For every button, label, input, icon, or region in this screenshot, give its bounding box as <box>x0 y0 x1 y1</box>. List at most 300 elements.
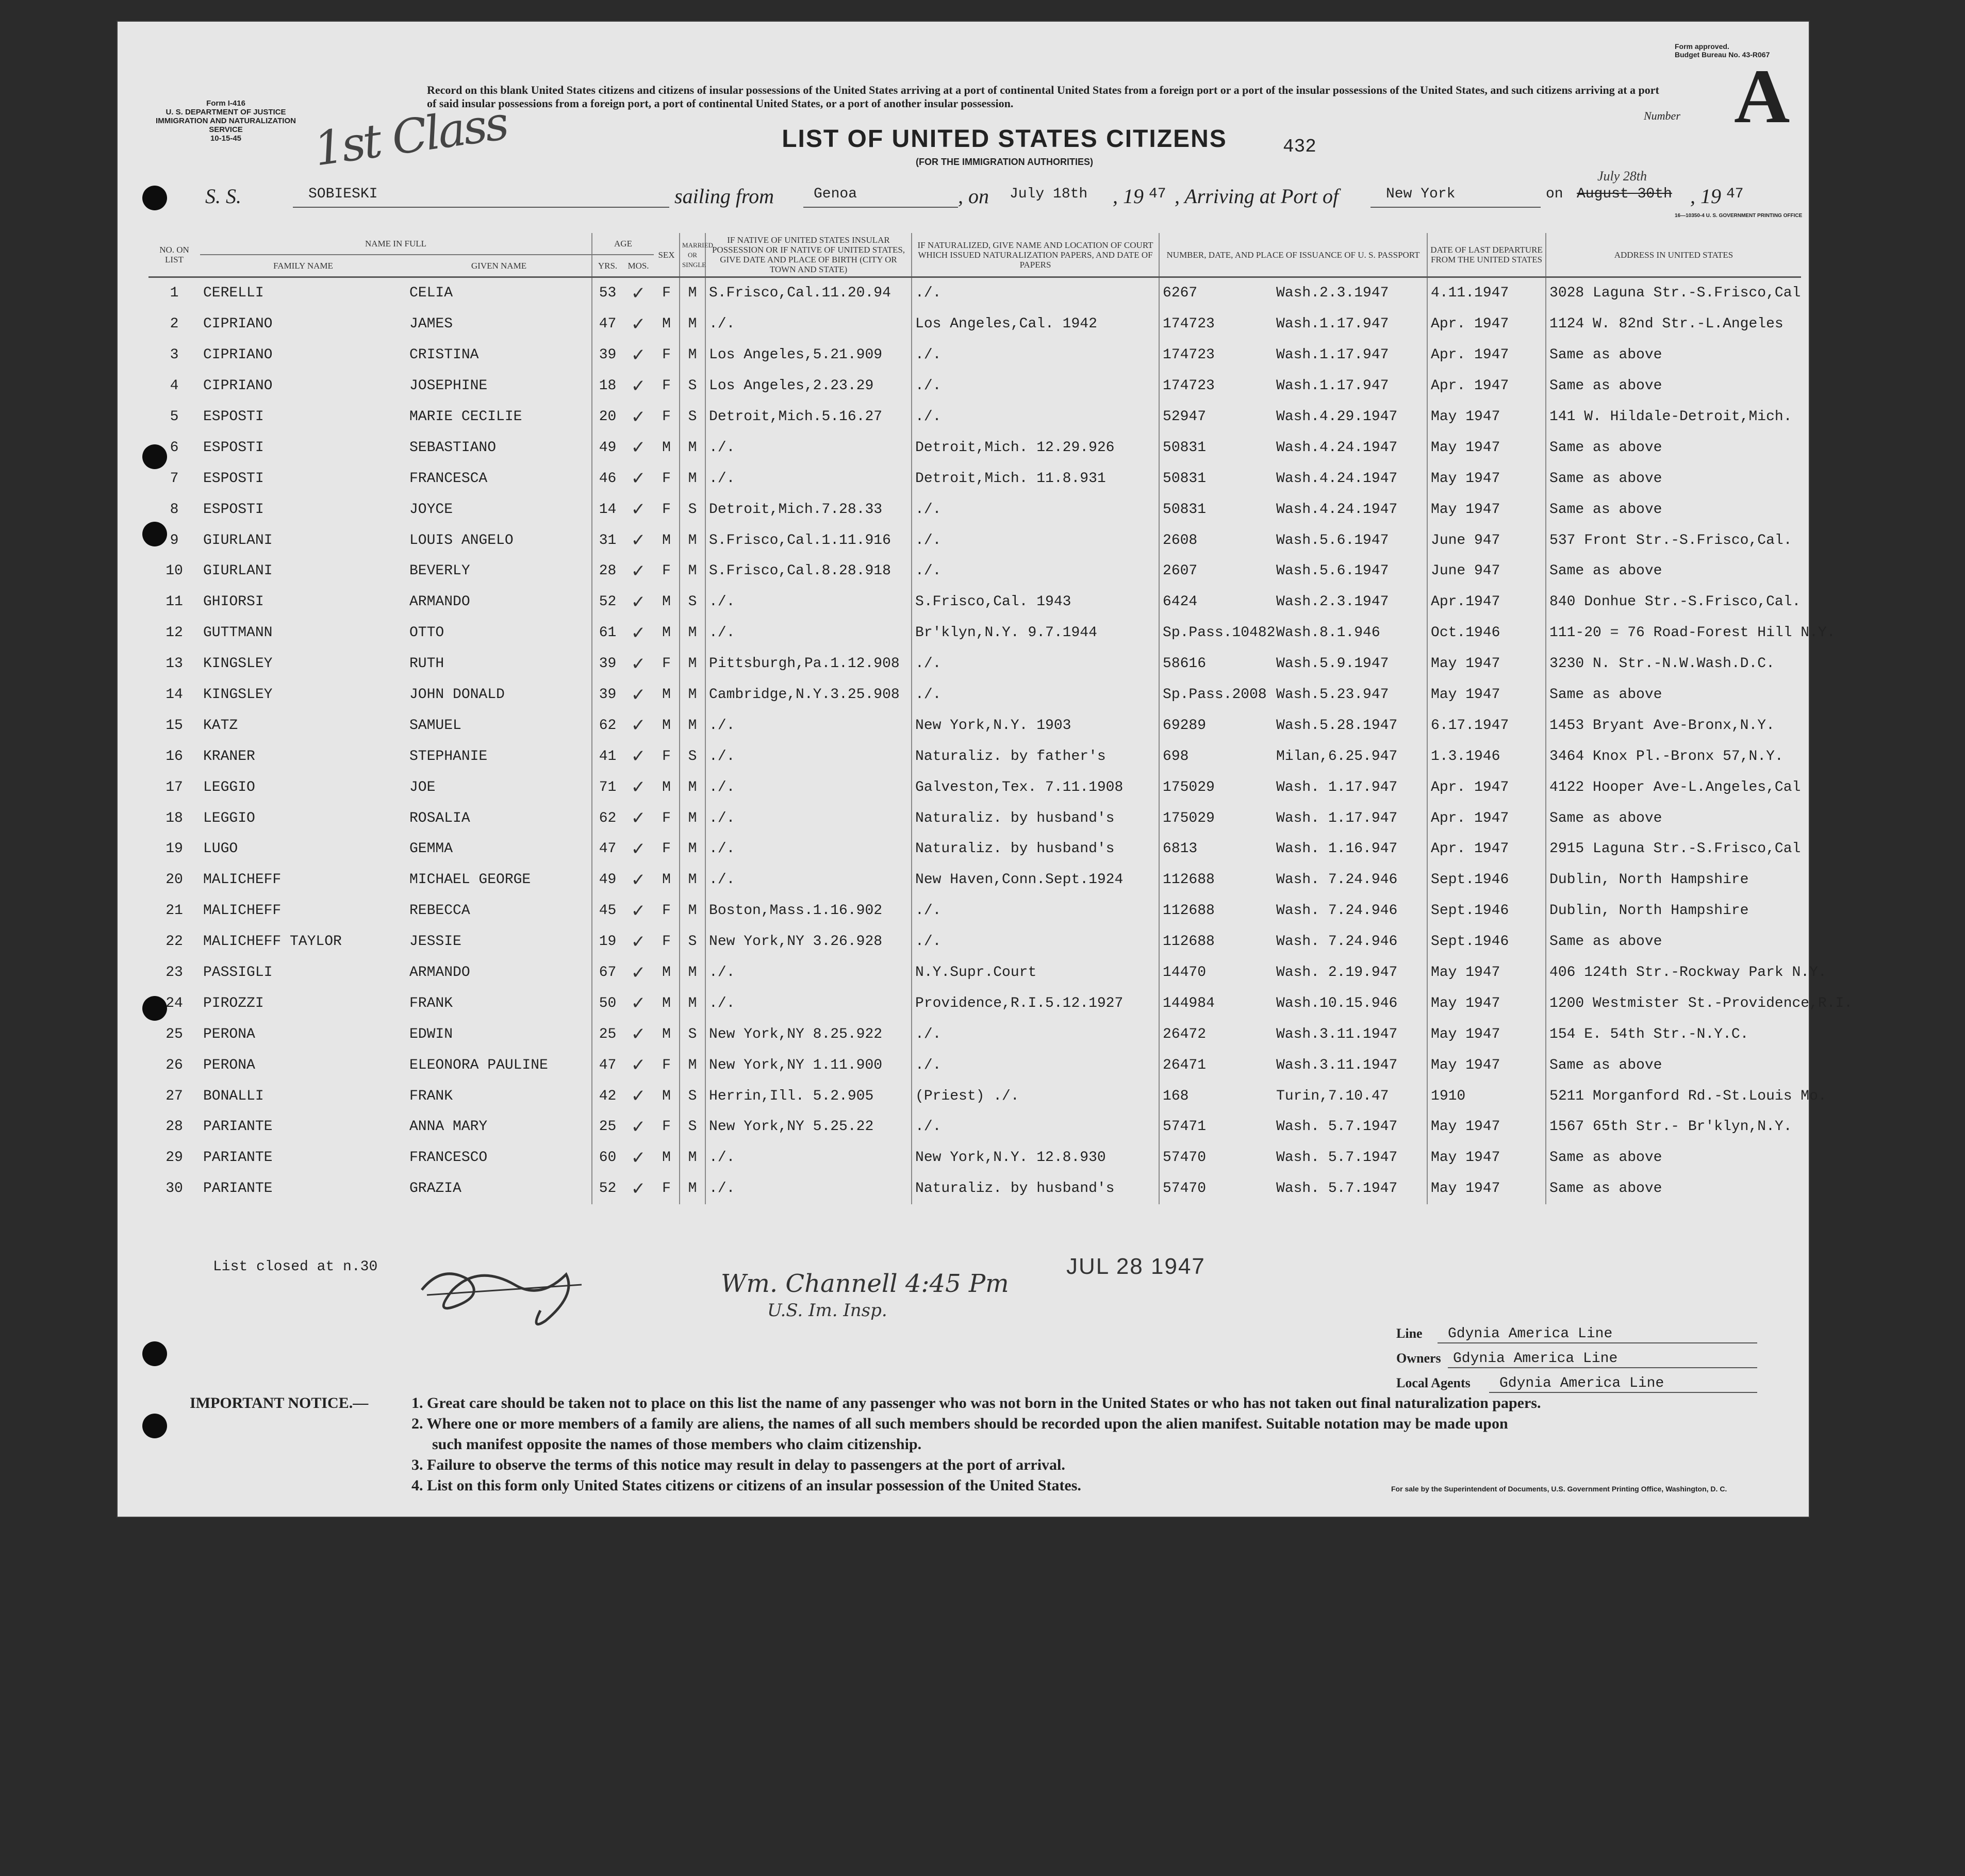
table-row <box>148 402 1801 433</box>
address: Same as above <box>1546 494 1801 525</box>
col-address: ADDRESS IN UNITED STATES <box>1546 233 1801 277</box>
passport <box>1159 432 1427 463</box>
passport-number: 6267 <box>1163 285 1198 302</box>
checkmark-icon: ✓ <box>631 560 646 582</box>
checkmark-icon: ✓ <box>631 530 646 551</box>
passport-number: 6424 <box>1163 594 1198 610</box>
birth-place-date: New York,NY 5.25.22 <box>705 1111 912 1142</box>
given-name: FRANK <box>409 995 453 1011</box>
given-name: CRISTINA <box>409 347 479 363</box>
family-name: KINGSLEY <box>203 687 273 703</box>
age-check <box>623 895 654 926</box>
age-check <box>623 371 654 402</box>
birth-place-date: ./. <box>705 957 912 988</box>
checkmark-icon: ✓ <box>631 1086 646 1107</box>
passport-number: 174723 <box>1163 316 1215 333</box>
naturalization: New York,N.Y. 1903 <box>912 710 1159 741</box>
table-row <box>148 1111 1801 1142</box>
passport <box>1159 340 1427 371</box>
passport-issued: Wash.8.1.946 <box>1276 625 1380 641</box>
port-to: New York <box>1386 186 1456 202</box>
age-check <box>623 957 654 988</box>
row-number: 16 <box>166 748 183 765</box>
col-passport: NUMBER, DATE, AND PLACE OF ISSUANCE OF U. S. PASSPORT <box>1159 233 1427 277</box>
age-years: 46 <box>592 463 623 494</box>
birth-place-date: S.Frisco,Cal.1.11.916 <box>705 525 912 556</box>
checkmark-icon: ✓ <box>631 653 646 674</box>
handwritten-class-note: 1st Class <box>310 96 510 177</box>
passport-number: 57470 <box>1163 1150 1207 1166</box>
passport-number: 50831 <box>1163 439 1207 456</box>
birth-place-date: Herrin,Ill. 5.2.905 <box>705 1081 912 1111</box>
address: Same as above <box>1546 926 1801 957</box>
sex: F <box>662 748 671 765</box>
row-number: 11 <box>166 594 183 610</box>
last-departure: 6.17.1947 <box>1427 710 1546 741</box>
table-row <box>148 371 1801 402</box>
passport-number: 57470 <box>1163 1181 1207 1197</box>
col-no: NO. ON LIST <box>148 233 200 277</box>
table-row <box>148 556 1801 587</box>
checkmark-icon: ✓ <box>631 406 646 427</box>
passport-number: 50831 <box>1163 470 1207 487</box>
age-check <box>623 1081 654 1111</box>
marital-status: S <box>680 494 705 525</box>
family-name: GUTTMANN <box>203 625 273 641</box>
passport <box>1159 371 1427 402</box>
address: 154 E. 54th Str.-N.Y.C. <box>1546 1019 1801 1050</box>
passport-issued: Wash. 1.16.947 <box>1276 841 1398 857</box>
age-check <box>623 834 654 865</box>
naturalization: New Haven,Conn.Sept.1924 <box>912 865 1159 895</box>
address: 3230 N. Str.-N.W.Wash.D.C. <box>1546 649 1801 679</box>
age-years: 60 <box>592 1142 623 1173</box>
page-subtitle: (FOR THE IMMIGRATION AUTHORITIES) <box>916 157 1093 167</box>
passport-issued: Wash.5.28.1947 <box>1276 717 1398 734</box>
notice-item: 2. Where one or more members of a family are aliens, the names of all such members should be recorded upon the alien manifest. Suitable notation may be made upon <box>411 1415 1508 1432</box>
checkmark-icon: ✓ <box>631 283 646 304</box>
col-native: IF NATIVE OF UNITED STATES INSULAR POSSESSION OR IF NATIVE OF UNITED STATES, GIVE DATE AND PLACE OF BIRTH (CITY OR TOWN AND STATE) <box>705 233 912 277</box>
notice-item: 3. Failure to observe the terms of this notice may result in delay to passengers at the port of arrival. <box>411 1456 1065 1473</box>
passport-number: 2608 <box>1163 532 1198 549</box>
checkmark-icon: ✓ <box>631 499 646 520</box>
line-field: Line Gdynia America Line <box>1396 1326 1423 1341</box>
passport-issued: Wash.1.17.947 <box>1276 378 1389 394</box>
birth-place-date: S.Frisco,Cal.8.28.918 <box>705 556 912 587</box>
checkmark-icon: ✓ <box>631 808 646 829</box>
family-name: PERONA <box>203 1057 255 1073</box>
passport-number: 112688 <box>1163 934 1215 950</box>
birth-place-date: Los Angeles,5.21.909 <box>705 340 912 371</box>
col-departure: DATE OF LAST DEPARTURE FROM THE UNITED STATES <box>1427 233 1546 277</box>
marital-status: S <box>680 1019 705 1050</box>
family-name: KATZ <box>203 717 238 734</box>
age-check <box>623 587 654 618</box>
marital-status: M <box>680 649 705 679</box>
passport-issued: Wash.10.15.946 <box>1276 995 1398 1011</box>
row-number: 23 <box>166 965 183 981</box>
last-departure: May 1947 <box>1427 494 1546 525</box>
sex: M <box>662 779 671 795</box>
address: Same as above <box>1546 679 1801 710</box>
row-number: 19 <box>166 841 183 857</box>
table-row <box>148 1142 1801 1173</box>
table-row <box>148 772 1801 803</box>
last-departure: May 1947 <box>1427 463 1546 494</box>
voyage-line <box>205 169 1804 219</box>
sex: F <box>662 841 671 857</box>
last-departure: May 1947 <box>1427 649 1546 679</box>
naturalization: ./. <box>912 926 1159 957</box>
marital-status: M <box>680 556 705 587</box>
row-number: 9 <box>170 532 179 549</box>
passport <box>1159 649 1427 679</box>
address: 141 W. Hildale-Detroit,Mich. <box>1546 402 1801 433</box>
passport-number: 58616 <box>1163 656 1207 672</box>
birth-place-date: Boston,Mass.1.16.902 <box>705 895 912 926</box>
marital-status: S <box>680 1081 705 1111</box>
last-departure: 4.11.1947 <box>1427 277 1546 309</box>
birth-place-date: ./. <box>705 587 912 618</box>
col-yrs: YRS. <box>592 255 623 277</box>
checkmark-icon: ✓ <box>631 715 646 736</box>
naturalization: Naturaliz. by father's <box>912 741 1159 772</box>
passport-issued: Wash. 1.17.947 <box>1276 810 1398 826</box>
given-name: JOYCE <box>409 501 453 518</box>
col-age: AGE <box>592 233 654 255</box>
given-name: ROSALIA <box>409 810 470 826</box>
last-departure: May 1947 <box>1427 1173 1546 1204</box>
birth-place-date: ./. <box>705 741 912 772</box>
family-name: CIPRIANO <box>203 347 273 363</box>
table-row <box>148 1081 1801 1111</box>
checkmark-icon: ✓ <box>631 313 646 335</box>
passport <box>1159 277 1427 309</box>
sex: F <box>662 409 671 425</box>
naturalization: (Priest) ./. <box>912 1081 1159 1111</box>
birth-place-date: New York,NY 3.26.928 <box>705 926 912 957</box>
birth-place-date: Cambridge,N.Y.3.25.908 <box>705 679 912 710</box>
naturalization: ./. <box>912 1019 1159 1050</box>
last-departure: May 1947 <box>1427 1019 1546 1050</box>
family-name: BONALLI <box>203 1088 264 1104</box>
given-name: RUTH <box>409 656 444 672</box>
birth-place-date: New York,NY 1.11.900 <box>705 1050 912 1081</box>
age-years: 39 <box>592 649 623 679</box>
given-name: JOSEPHINE <box>409 378 488 394</box>
age-check <box>623 277 654 309</box>
age-years: 61 <box>592 618 623 649</box>
sex: F <box>662 378 671 394</box>
last-departure: Apr. 1947 <box>1427 803 1546 834</box>
signature <box>411 1259 597 1345</box>
passport-issued: Wash. 1.17.947 <box>1276 779 1398 795</box>
checkmark-icon: ✓ <box>631 1116 646 1137</box>
checkmark-icon: ✓ <box>631 838 646 859</box>
age-years: 47 <box>592 309 623 340</box>
age-check <box>623 340 654 371</box>
age-check <box>623 803 654 834</box>
address: Same as above <box>1546 432 1801 463</box>
birth-place-date: ./. <box>705 865 912 895</box>
passport-number: 112688 <box>1163 903 1215 919</box>
family-name: ESPOSTI <box>203 409 264 425</box>
age-check <box>623 1050 654 1081</box>
sex: F <box>662 1181 671 1197</box>
row-number: 3 <box>170 347 179 363</box>
given-name: SEBASTIANO <box>409 439 497 456</box>
marital-status: M <box>680 1050 705 1081</box>
sex: F <box>662 285 671 302</box>
table-row <box>148 834 1801 865</box>
address: 3464 Knox Pl.-Bronx 57,N.Y. <box>1546 741 1801 772</box>
passport <box>1159 772 1427 803</box>
address: Same as above <box>1546 1173 1801 1204</box>
depart-date: July 18th <box>1010 186 1088 202</box>
passport-number: 175029 <box>1163 779 1215 795</box>
age-years: 50 <box>592 988 623 1019</box>
birth-place-date: ./. <box>705 309 912 340</box>
address: Same as above <box>1546 1050 1801 1081</box>
given-name: JESSIE <box>409 934 461 950</box>
address: Same as above <box>1546 556 1801 587</box>
checkmark-icon: ✓ <box>631 993 646 1014</box>
family-name: MALICHEFF TAYLOR <box>203 934 342 950</box>
naturalization: Naturaliz. by husband's <box>912 1173 1159 1204</box>
birth-place-date: Los Angeles,2.23.29 <box>705 371 912 402</box>
age-years: 18 <box>592 371 623 402</box>
birth-place-date: Detroit,Mich.5.16.27 <box>705 402 912 433</box>
naturalization: S.Frisco,Cal. 1943 <box>912 587 1159 618</box>
naturalization: Galveston,Tex. 7.11.1908 <box>912 772 1159 803</box>
last-departure: 1.3.1946 <box>1427 741 1546 772</box>
checkmark-icon: ✓ <box>631 622 646 643</box>
arrive-year-label: , 19 <box>1690 185 1721 208</box>
given-name: CELIA <box>409 285 453 302</box>
arrive-date-corrected: July 28th <box>1597 169 1647 184</box>
passport-issued: Wash. 5.7.1947 <box>1276 1181 1398 1197</box>
age-check <box>623 772 654 803</box>
birth-place-date: New York,NY 8.25.922 <box>705 1019 912 1050</box>
given-name: BEVERLY <box>409 563 470 579</box>
passport-number: 69289 <box>1163 717 1207 734</box>
marital-status: M <box>680 618 705 649</box>
address: Same as above <box>1546 340 1801 371</box>
naturalization: ./. <box>912 1111 1159 1142</box>
last-departure: June 947 <box>1427 556 1546 587</box>
sex: F <box>662 1119 671 1135</box>
passenger-rows <box>148 277 1853 1204</box>
last-departure: 1910 <box>1427 1081 1546 1111</box>
last-departure: June 947 <box>1427 525 1546 556</box>
table-row <box>148 895 1801 926</box>
col-family-name: FAMILY NAME <box>200 255 406 277</box>
row-number: 12 <box>166 625 183 641</box>
sex: F <box>662 934 671 950</box>
address: Dublin, North Hampshire <box>1546 895 1801 926</box>
naturalization: ./. <box>912 895 1159 926</box>
passport-issued: Wash. 2.19.947 <box>1276 965 1398 981</box>
sailing-label: sailing from <box>674 185 774 208</box>
sex: M <box>662 1088 671 1104</box>
row-number: 10 <box>166 563 183 579</box>
marital-status: M <box>680 895 705 926</box>
sex: F <box>662 347 671 363</box>
last-departure: Apr. 1947 <box>1427 340 1546 371</box>
given-name: OTTO <box>409 625 444 641</box>
table-row <box>148 865 1801 895</box>
passport-number: 26471 <box>1163 1057 1207 1073</box>
last-departure: May 1947 <box>1427 1111 1546 1142</box>
age-check <box>623 494 654 525</box>
passport <box>1159 803 1427 834</box>
passport <box>1159 741 1427 772</box>
sex: F <box>662 810 671 826</box>
marital-status: M <box>680 525 705 556</box>
inspector-title: U.S. Im. Insp. <box>767 1300 887 1321</box>
page-title: LIST OF UNITED STATES CITIZENS <box>782 125 1227 153</box>
approval-note: Form approved. Budget Bureau No. 43-R067 <box>1675 42 1770 59</box>
table-row <box>148 587 1801 618</box>
row-number: 22 <box>166 934 183 950</box>
naturalization: ./. <box>912 402 1159 433</box>
passport-issued: Wash.1.17.947 <box>1276 316 1389 333</box>
given-name: JAMES <box>409 316 453 333</box>
table-row <box>148 710 1801 741</box>
inspector-signature: Wm. Channell 4:45 Pm <box>721 1269 1009 1298</box>
family-name: PIROZZI <box>203 995 264 1011</box>
table-row <box>148 277 1801 309</box>
sex: M <box>662 532 671 549</box>
last-departure: May 1947 <box>1427 957 1546 988</box>
naturalization: ./. <box>912 340 1159 371</box>
table-row <box>148 525 1801 556</box>
checkmark-icon: ✓ <box>631 468 646 489</box>
sex: F <box>662 903 671 919</box>
passport-issued: Wash.5.23.947 <box>1276 687 1389 703</box>
marital-status: M <box>680 988 705 1019</box>
notice-item: 1. Great care should be taken not to place on this list the name of any passenger who was not born in the United States or who has not taken out final naturalization papers. <box>411 1394 1541 1412</box>
last-departure: May 1947 <box>1427 988 1546 1019</box>
address: Same as above <box>1546 1142 1801 1173</box>
notice-item: such manifest opposite the names of those members who claim citizenship. <box>432 1436 922 1453</box>
address: 1124 W. 82nd Str.-L.Angeles <box>1546 309 1801 340</box>
age-years: 49 <box>592 865 623 895</box>
family-name: MALICHEFF <box>203 903 282 919</box>
age-years: 31 <box>592 525 623 556</box>
passport-number: Sp.Pass.10482 <box>1163 625 1276 641</box>
address: 840 Donhue Str.-S.Frisco,Cal. <box>1546 587 1801 618</box>
sex: F <box>662 563 671 579</box>
checkmark-icon: ✓ <box>631 869 646 890</box>
department: U. S. DEPARTMENT OF JUSTICE <box>166 108 286 117</box>
family-name: ESPOSTI <box>203 470 264 487</box>
punch-hole <box>142 186 167 210</box>
table-row <box>148 741 1801 772</box>
row-number: 18 <box>166 810 183 826</box>
table-row <box>148 309 1801 340</box>
table-row <box>148 679 1801 710</box>
table-row <box>148 618 1801 649</box>
address: 406 124th Str.-Rockway Park N.Y. <box>1546 957 1801 988</box>
row-number: 21 <box>166 903 183 919</box>
family-name: LUGO <box>203 841 238 857</box>
last-departure: Sept.1946 <box>1427 865 1546 895</box>
marital-status: M <box>680 834 705 865</box>
last-departure: Sept.1946 <box>1427 926 1546 957</box>
year-label: , 19 <box>1113 185 1144 208</box>
naturalization: Los Angeles,Cal. 1942 <box>912 309 1159 340</box>
passport-number: 6813 <box>1163 841 1198 857</box>
marital-status: M <box>680 803 705 834</box>
given-name: STEPHANIE <box>409 748 488 765</box>
row-number: 29 <box>166 1150 183 1166</box>
age-years: 28 <box>592 556 623 587</box>
passport-number: 26472 <box>1163 1026 1207 1042</box>
given-name: JOE <box>409 779 436 795</box>
age-check <box>623 865 654 895</box>
print-code: 16—10350-4 U. S. GOVERNMENT PRINTING OFFICE <box>1675 213 1803 219</box>
family-name: GIURLANI <box>203 563 273 579</box>
birth-place-date: ./. <box>705 463 912 494</box>
checkmark-icon: ✓ <box>631 1055 646 1076</box>
given-name: MICHAEL GEORGE <box>409 872 531 888</box>
row-number: 13 <box>166 656 183 672</box>
col-mos: MOS. <box>623 255 654 277</box>
family-name: ESPOSTI <box>203 439 264 456</box>
table-row <box>148 463 1801 494</box>
birth-place-date: ./. <box>705 772 912 803</box>
list-closed-note: List closed at n.30 <box>213 1259 378 1275</box>
family-name: LEGGIO <box>203 810 255 826</box>
given-name: GRAZIA <box>409 1181 461 1197</box>
sex: M <box>662 439 671 456</box>
col-marital: MARRIED OR SINGLE <box>680 233 705 277</box>
passport-number: 2607 <box>1163 563 1198 579</box>
passenger-table <box>148 233 1853 1204</box>
family-name: PARIANTE <box>203 1150 273 1166</box>
given-name: REBECCA <box>409 903 470 919</box>
passport-number: Sp.Pass.2008 <box>1163 687 1267 703</box>
age-years: 14 <box>592 494 623 525</box>
passport-number: 698 <box>1163 748 1189 765</box>
naturalization: N.Y.Supr.Court <box>912 957 1159 988</box>
age-years: 20 <box>592 402 623 433</box>
sex: M <box>662 995 671 1011</box>
marital-status: M <box>680 340 705 371</box>
given-name: ANNA MARY <box>409 1119 488 1135</box>
table-row <box>148 957 1801 988</box>
arriving-label: , Arriving at Port of <box>1175 185 1339 208</box>
age-years: 41 <box>592 741 623 772</box>
passport-issued: Wash.2.3.1947 <box>1276 594 1389 610</box>
passport-number: 168 <box>1163 1088 1189 1104</box>
age-check <box>623 1142 654 1173</box>
page-number: 432 <box>1283 136 1316 157</box>
age-years: 47 <box>592 834 623 865</box>
passport <box>1159 957 1427 988</box>
passport-issued: Wash.4.29.1947 <box>1276 409 1398 425</box>
notice-lead: IMPORTANT NOTICE.— <box>190 1394 369 1412</box>
marital-status: M <box>680 772 705 803</box>
family-name: CERELLI <box>203 285 264 302</box>
sex: M <box>662 594 671 610</box>
marital-status: M <box>680 463 705 494</box>
arrive-date-struck: August 30th <box>1577 186 1672 202</box>
form-header <box>148 99 303 143</box>
age-check <box>623 525 654 556</box>
marital-status: M <box>680 1142 705 1173</box>
